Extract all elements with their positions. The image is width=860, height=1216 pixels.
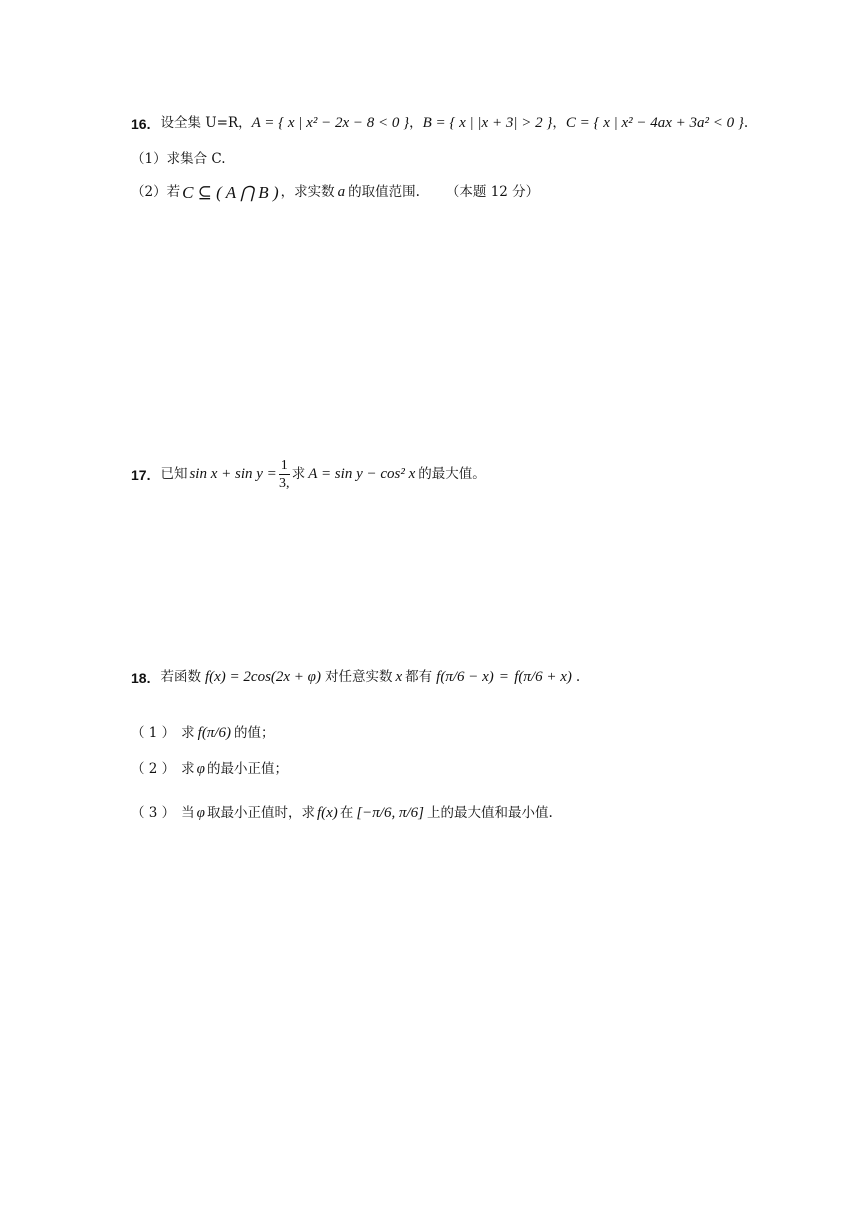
- q18-part-2-var: φ: [196, 761, 205, 777]
- q16-end: .: [743, 114, 749, 131]
- q18-mid2: 都有: [405, 668, 433, 685]
- q18-lead: 若函数: [160, 668, 201, 685]
- q18-function: f(x) = 2cos(2x + φ): [204, 669, 321, 685]
- q16-part-2-var: a: [337, 184, 346, 200]
- q16-part-2-text: ，求实数: [280, 183, 335, 200]
- q18-part-3: [131, 806, 553, 821]
- q18-eq-left: f(π/6 − x): [436, 669, 494, 685]
- q16-stem: [131, 116, 748, 131]
- q16-points: （本题 12 分）: [445, 183, 540, 200]
- q16-set-a: A = { x | x² − 2x − 8 < 0 }: [251, 115, 410, 131]
- q16-part-2-tail: 的取值范围.: [348, 183, 420, 200]
- q18-part-3-text4: 上的最大值和最小值.: [426, 804, 553, 821]
- q16-part-2: [131, 184, 539, 201]
- q16-part-1: [131, 153, 226, 167]
- q18-part-3-var: φ: [196, 805, 205, 821]
- q16-set-b: B = { x | |x + 3| > 2 }: [422, 115, 553, 131]
- q18-var: x: [395, 669, 403, 685]
- q18-part-3-text1: 当: [181, 804, 195, 821]
- q16-part-1-text: （1）求集合 C.: [131, 151, 226, 167]
- q17-fraction-numerator: 1: [279, 458, 290, 475]
- q16-part-2-math: C ⊆ ( A ⋂ B ): [182, 183, 279, 202]
- q18-stem: 18. 若函数 f(x) = 2cos(2x + φ) 对任意实数 x 都有 f(π/6 − x) = f(π/6 + x) .: [131, 668, 581, 686]
- q16-sep-1: ，: [409, 114, 423, 131]
- q18-mid: 对任意实数: [324, 668, 393, 685]
- q16-lead: 设全集 U=R，: [160, 114, 252, 131]
- q17-expr: A = sin y − cos² x: [308, 466, 416, 483]
- q17-lhs: sin x + sin y =: [189, 466, 277, 483]
- q17-number: 17.: [131, 466, 151, 483]
- q18-part-3-interval: [−π/6, π/6]: [356, 805, 424, 821]
- q18-part-3-text2: 取最小正值时，求: [206, 804, 315, 821]
- q18-part-1-text1: 求: [181, 724, 195, 741]
- q17-mid: 求: [291, 466, 306, 483]
- q16-part-2-lead: （2）若: [131, 183, 181, 200]
- q16-set-c: C = { x | x² − 4ax + 3a² < 0 }: [565, 115, 744, 131]
- q17-fraction-denominator: 3,: [279, 476, 290, 492]
- q18-part-1: [131, 726, 275, 741]
- q18-number: 18.: [131, 669, 151, 686]
- q18-part-2-label: （ 2 ）: [131, 760, 176, 777]
- q17-lead: 已知: [160, 466, 188, 483]
- q18-part-2-text2: 的最小正值；: [206, 760, 288, 777]
- q18-eq-right: f(π/6 + x): [514, 669, 572, 685]
- q18-part-3-fx: f(x): [316, 805, 338, 821]
- q18-part-2-text1: 求: [181, 760, 195, 777]
- q18-part-3-label: （ 3 ）: [131, 804, 176, 821]
- q17-stem: [131, 458, 486, 492]
- q18-part-1-label: （ 1 ）: [131, 724, 176, 741]
- q18-part-3-text3: 在: [339, 804, 354, 821]
- q16-number: 16.: [131, 115, 151, 132]
- q16-sep-2: ，: [552, 114, 566, 131]
- q18-part-1-text2: 的值；: [234, 724, 275, 741]
- q18-end: .: [575, 668, 581, 685]
- q18-part-1-math: f(π/6): [197, 725, 232, 741]
- q18-part-2: [131, 762, 288, 777]
- q17-fraction: [279, 458, 290, 492]
- q17-tail: 的最大值。: [418, 466, 486, 483]
